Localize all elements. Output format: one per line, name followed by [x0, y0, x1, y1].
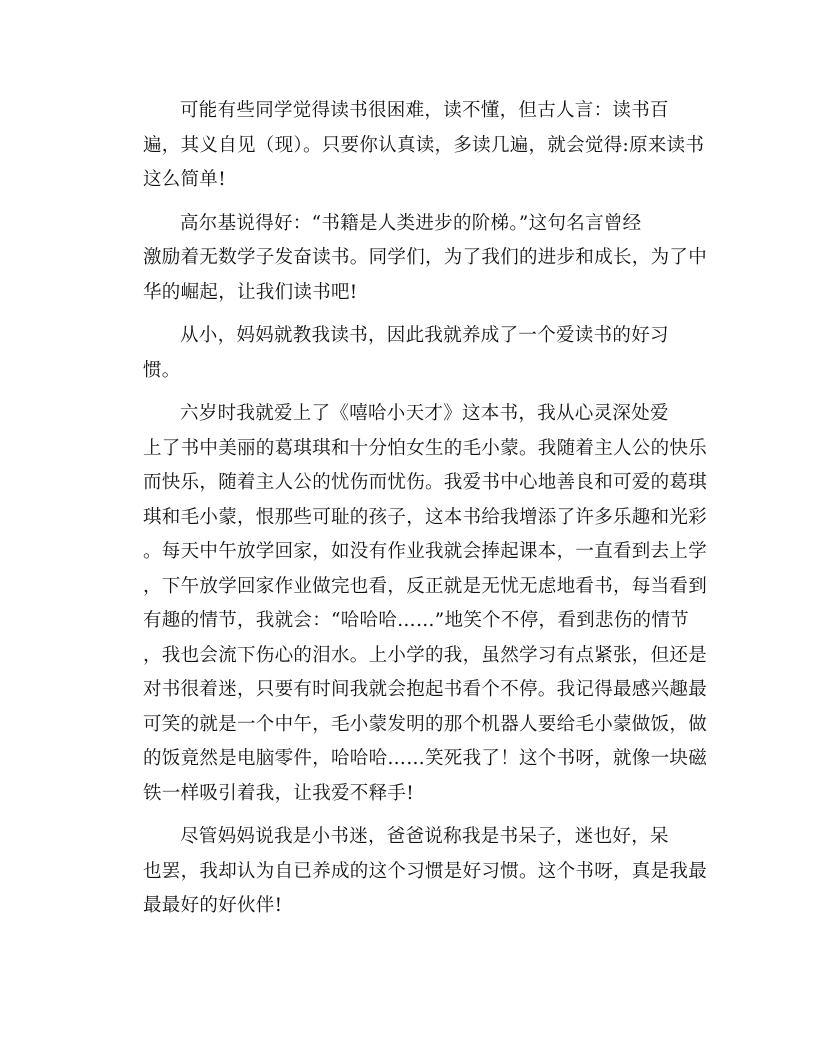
text-line: 。每天中午放学回家，如没有作业我就会捧起课本，一直看到去上学: [143, 541, 708, 562]
text-line: ，我也会流下伤心的泪水。上小学的我，虽然学习有点紧张，但还是: [143, 644, 708, 666]
document-page: [143, 94, 708, 933]
text-line: 六岁时我就爱上了《嘻哈小天才》这本书，我从心灵深处爱: [180, 403, 669, 424]
text-line: 惯。: [143, 359, 181, 381]
text-line: 从小，妈妈就教我读书，因此我就养成了一个爱读书的好习: [180, 325, 669, 346]
text-line: 而快乐，随着主人公的忧伤而忧伤。我爱书中心地善良和可爱的葛琪: [143, 472, 708, 493]
paragraph-3: [143, 319, 693, 388]
text-line: 上了书中美丽的葛琪琪和十分怕女生的毛小蒙。我随着主人公的快乐: [143, 437, 708, 459]
text-line: 琪和毛小蒙，恨那些可耻的孩子，这本书给我增添了许多乐趣和光彩: [143, 506, 708, 528]
text-line: ，下午放学回家作业做完也看，反正就是无忧无虑地看书，每当看到: [143, 575, 708, 597]
text-line: 高尔基说得好：“书籍是人类进步的阶梯。”这句名言曾经: [180, 212, 642, 234]
paragraph-5: [143, 820, 708, 924]
text-line: 也罢，我却认为自已养成的这个习惯是好习惯。这个书呀，真是我最: [143, 860, 708, 882]
text-line: 的饭竟然是电脑零件，哈哈哈……笑死我了！这个书呀，就像一块磁: [143, 748, 708, 769]
text-line: 遍，其义自见（现）。只要你认真读，多读几遍，就会觉得:原来读书: [143, 134, 705, 156]
text-line: 最最好的好伙伴!: [143, 895, 283, 916]
text-line: 华的崛起，让我们读书吧!: [143, 281, 358, 303]
text-line: 有趣的情节，我就会：“哈哈哈……”地笑个不停，看到悲伤的情节: [143, 610, 689, 631]
text-line: 激励着无数学子发奋读书。同学们，为了我们的进步和成长，为了中: [143, 247, 708, 268]
text-line: 铁一样吸引着我，让我爱不释手!: [143, 782, 414, 804]
paragraph-1: [143, 94, 705, 198]
text-line: 尽管妈妈说我是小书迷，爸爸说称我是书呆子，迷也好，呆: [180, 826, 669, 847]
paragraph-2: [143, 207, 708, 311]
text-line: 可笑的就是一个中午，毛小蒙发明的那个机器人要给毛小蒙做饭，做: [143, 713, 708, 735]
text-line: 这么简单!: [143, 169, 226, 190]
text-line: 可能有些同学觉得读书很困难，读不懂，但古人言：读书百: [180, 100, 669, 121]
paragraph-4: [143, 397, 708, 811]
text-line: 对书很着迷，只要有时间我就会抱起书看个不停。我记得最感兴趣最: [143, 679, 708, 700]
